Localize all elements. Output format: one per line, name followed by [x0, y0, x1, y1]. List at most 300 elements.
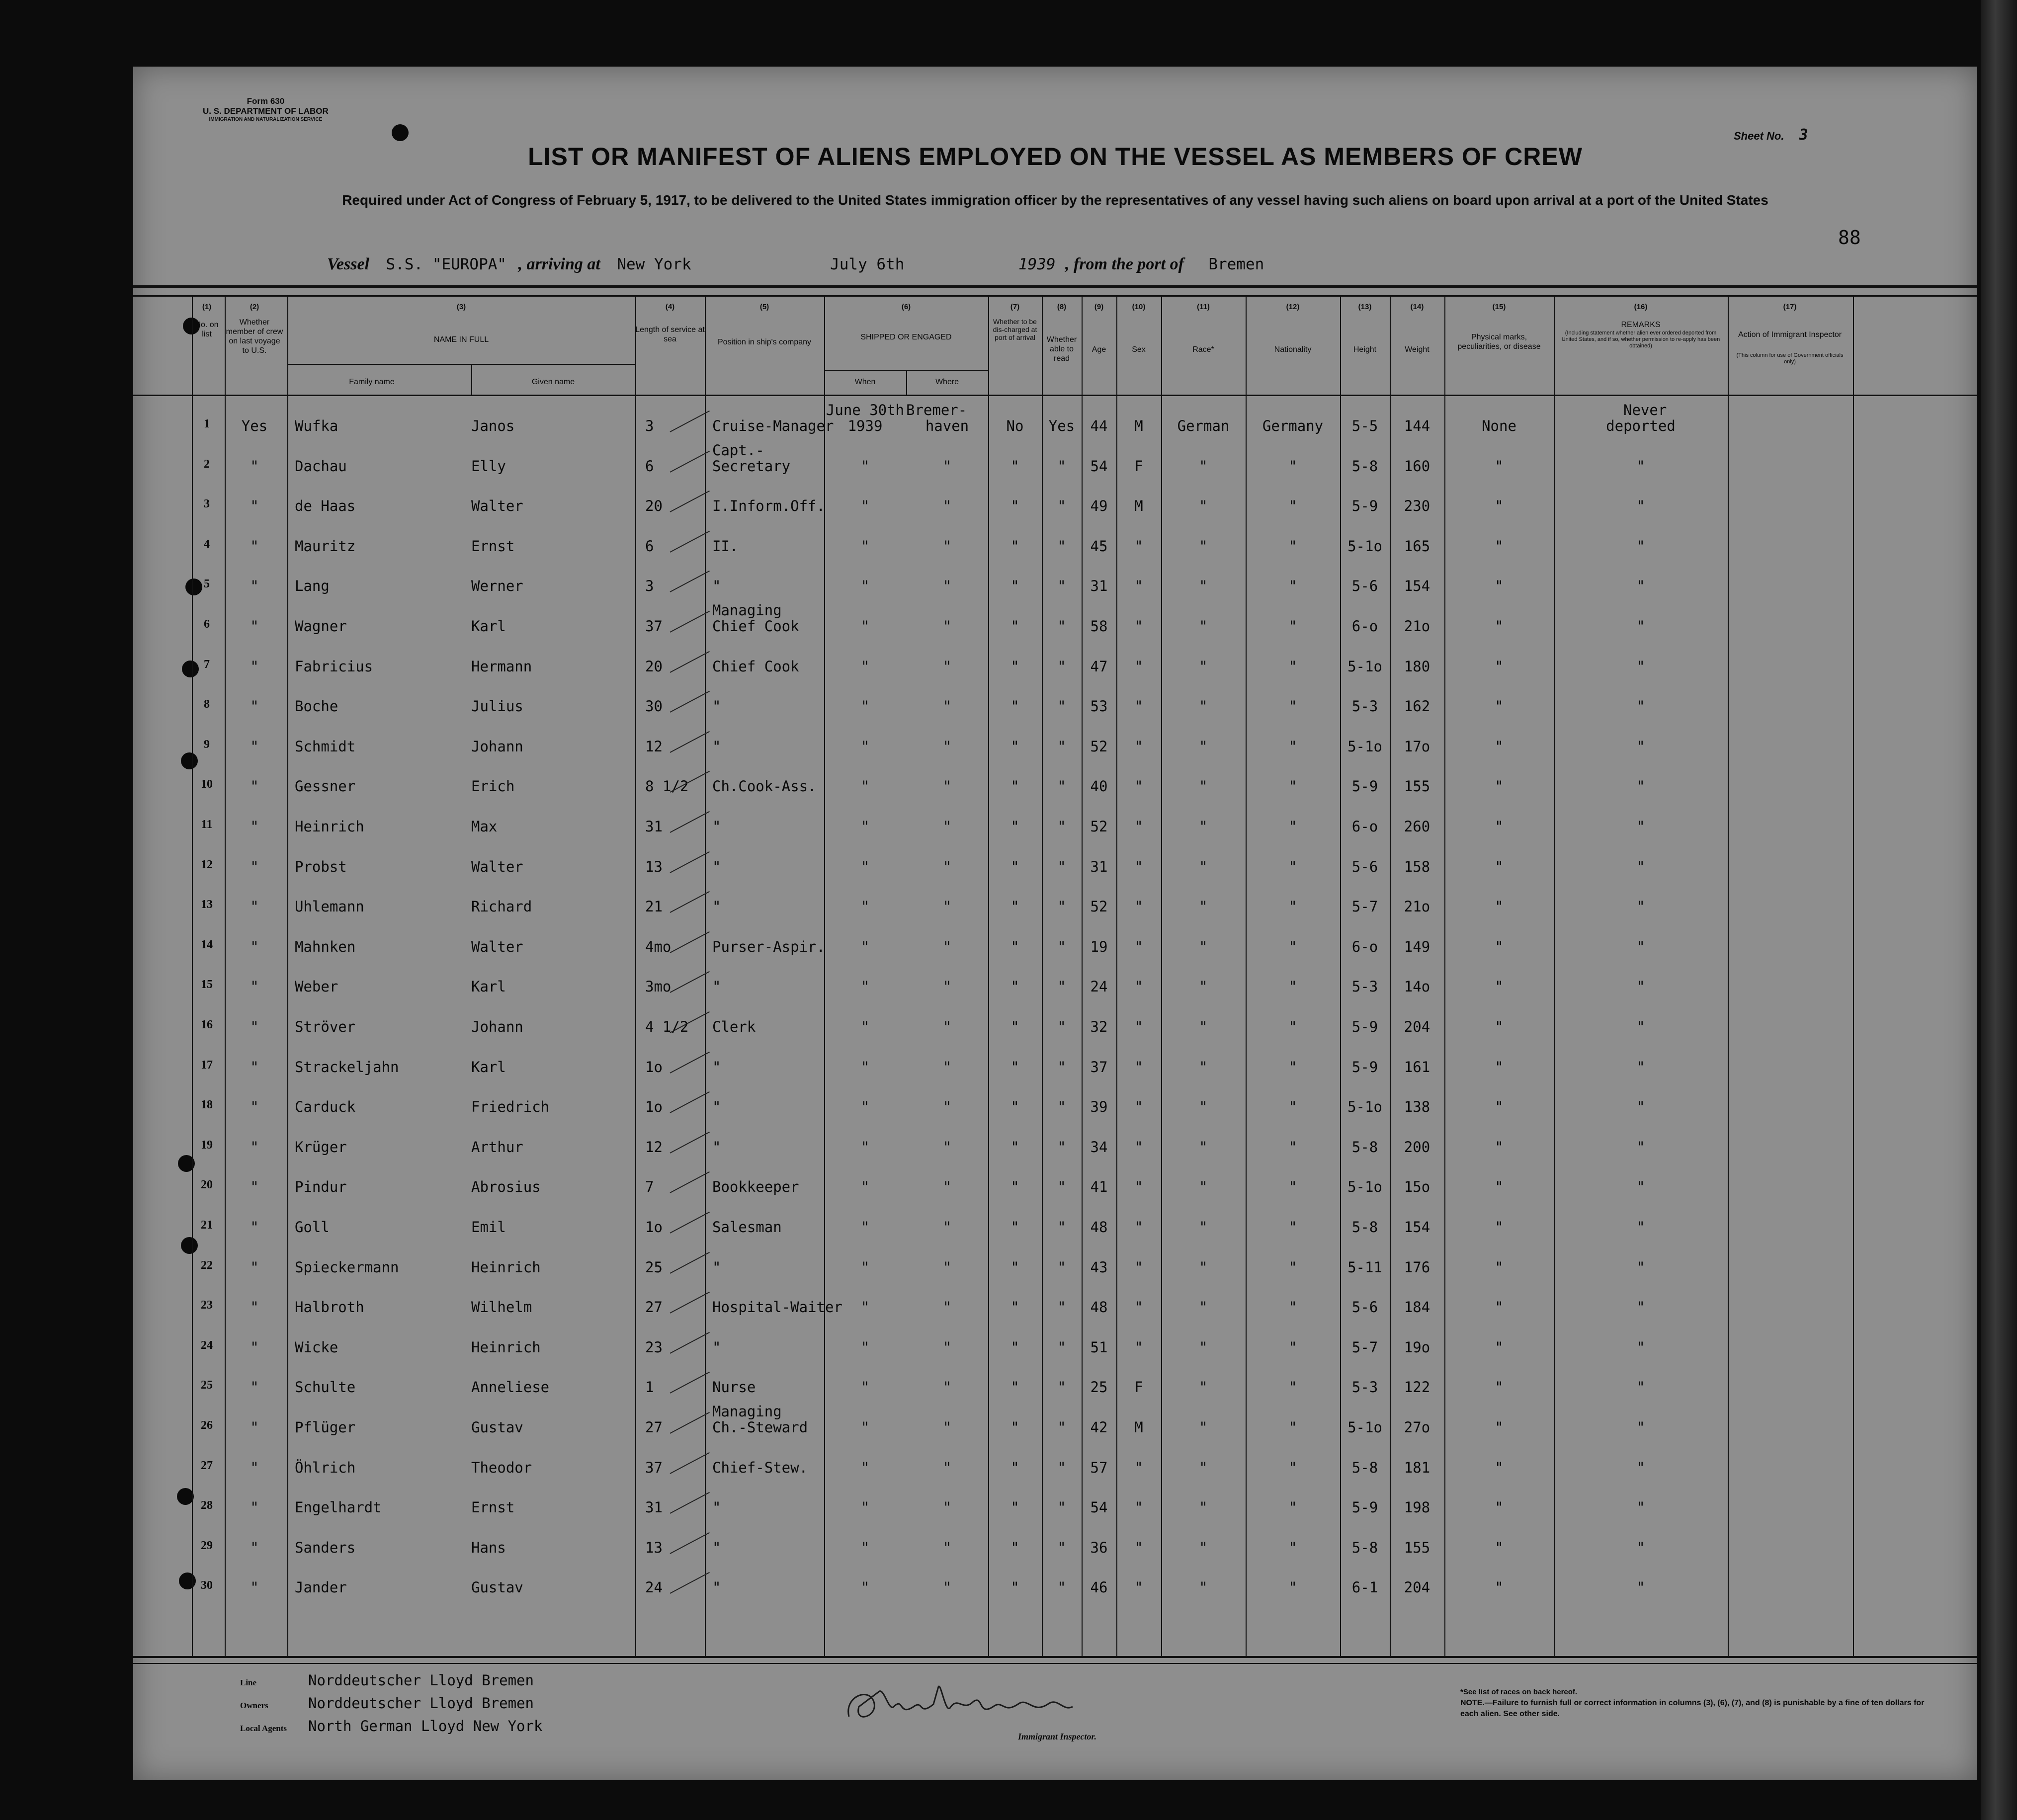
- service-length-cell: 23: [645, 1338, 663, 1356]
- able-to-read-cell: ": [1057, 457, 1066, 475]
- physical-marks-cell: ": [1495, 1419, 1504, 1436]
- discharge-cell: ": [1010, 938, 1019, 955]
- race-cell: ": [1199, 457, 1208, 475]
- shipped-where-cell: ": [942, 738, 952, 755]
- able-to-read-cell: ": [1057, 1579, 1066, 1596]
- remarks-cell: ": [1636, 497, 1645, 515]
- previous-voyage-cell: ": [250, 1539, 259, 1556]
- given-name-cell: Theodor: [471, 1459, 532, 1476]
- remarks-cell: ": [1636, 1539, 1645, 1556]
- row-number: 21: [201, 1219, 213, 1232]
- able-to-read-cell: ": [1057, 1539, 1066, 1556]
- previous-voyage-cell: ": [250, 1338, 259, 1356]
- row-number: 14: [201, 938, 213, 951]
- weight-cell: 15o: [1404, 1178, 1430, 1196]
- able-to-read-cell: ": [1057, 1338, 1066, 1356]
- able-to-read-cell: ": [1057, 738, 1066, 755]
- weight-cell: 144: [1404, 417, 1430, 434]
- height-cell: 5-9: [1351, 778, 1378, 795]
- position-cell: Clerk: [712, 1018, 756, 1035]
- shipped-when-cell: ": [860, 578, 870, 595]
- column-header-service: Length of service at sea: [635, 326, 705, 343]
- sex-cell: ": [1134, 698, 1143, 715]
- discharge-cell: ": [1010, 1138, 1019, 1156]
- table-row: [133, 1170, 1977, 1209]
- nationality-cell: ": [1288, 658, 1297, 675]
- age-cell: 25: [1090, 1379, 1108, 1396]
- physical-marks-cell: ": [1495, 1539, 1504, 1556]
- shipped-where-cell: ": [942, 1459, 952, 1476]
- table-row: [133, 1571, 1977, 1610]
- family-name-cell: Mahnken: [295, 938, 356, 955]
- remarks-cell: ": [1636, 1018, 1645, 1035]
- shipped-where-cell: haven: [925, 417, 969, 434]
- height-cell: 5-7: [1351, 1338, 1378, 1356]
- weight-cell: 27o: [1404, 1419, 1430, 1436]
- discharge-cell: ": [1010, 578, 1019, 595]
- physical-marks-cell: None: [1482, 417, 1516, 434]
- position-upper-cell: Managing: [712, 602, 782, 619]
- able-to-read-cell: ": [1057, 1419, 1066, 1436]
- shipped-where-cell: ": [942, 1018, 952, 1035]
- row-number: 10: [201, 778, 213, 791]
- height-cell: 6-o: [1351, 938, 1378, 955]
- height-cell: 5-11: [1347, 1258, 1382, 1276]
- arrival-port: New York: [617, 255, 691, 273]
- row-number: 20: [201, 1178, 213, 1192]
- shipped-when-cell: ": [860, 738, 870, 755]
- height-cell: 5-7: [1351, 898, 1378, 915]
- family-name-cell: Lang: [295, 578, 330, 595]
- remarks-cell: ": [1636, 1419, 1645, 1436]
- weight-cell: 154: [1404, 578, 1430, 595]
- remarks-upper-cell: Never: [1623, 402, 1667, 418]
- position-cell: Bookkeeper: [712, 1178, 799, 1196]
- able-to-read-cell: ": [1057, 978, 1066, 995]
- remarks-cell: ": [1636, 618, 1645, 635]
- position-cell: ": [712, 1098, 721, 1116]
- service-length-cell: 13: [645, 1539, 663, 1556]
- nationality-cell: ": [1288, 778, 1297, 795]
- shipped-when-cell: ": [860, 858, 870, 875]
- shipped-when-cell: ": [860, 1258, 870, 1276]
- column-header-previous-voyage: Whether member of crew on last voyage to U.S.: [226, 318, 283, 355]
- family-name-cell: Wufka: [295, 417, 338, 434]
- age-cell: 31: [1090, 578, 1108, 595]
- service-length-cell: 30: [645, 698, 663, 715]
- physical-marks-cell: ": [1495, 1579, 1504, 1596]
- age-cell: 32: [1090, 1018, 1108, 1035]
- column-number: (8): [1057, 303, 1067, 311]
- discharge-cell: ": [1010, 1419, 1019, 1436]
- family-name-cell: Ströver: [295, 1018, 356, 1035]
- column-number: (6): [901, 303, 911, 311]
- nationality-cell: ": [1288, 738, 1297, 755]
- previous-voyage-cell: ": [250, 578, 259, 595]
- shipped-where-cell: ": [942, 1098, 952, 1116]
- race-cell: ": [1199, 818, 1208, 835]
- physical-marks-cell: ": [1495, 1178, 1504, 1196]
- column-header-shipped: SHIPPED OR ENGAGED: [860, 333, 952, 341]
- column-number: (9): [1094, 303, 1104, 311]
- family-name-cell: Weber: [295, 978, 338, 995]
- position-cell: I.Inform.Off.: [712, 497, 825, 515]
- physical-marks-cell: ": [1495, 1138, 1504, 1156]
- table-row: [133, 890, 1977, 929]
- position-cell: ": [712, 1539, 721, 1556]
- given-name-cell: Erich: [471, 778, 515, 795]
- able-to-read-cell: ": [1057, 858, 1066, 875]
- discharge-cell: ": [1010, 1579, 1019, 1596]
- family-name-cell: Engelhardt: [295, 1499, 382, 1516]
- family-name-cell: Carduck: [295, 1098, 356, 1116]
- age-cell: 19: [1090, 938, 1108, 955]
- able-to-read-cell: ": [1057, 1459, 1066, 1476]
- remarks-cell: ": [1636, 978, 1645, 995]
- height-cell: 5-6: [1351, 578, 1378, 595]
- discharge-cell: No: [1006, 417, 1024, 434]
- column-number: (11): [1197, 303, 1210, 311]
- race-cell: ": [1199, 1018, 1208, 1035]
- department-name: U. S. DEPARTMENT OF LABOR: [203, 106, 329, 116]
- height-cell: 5-1o: [1347, 1178, 1382, 1196]
- family-name-cell: Schmidt: [295, 738, 356, 755]
- table-row: [133, 690, 1977, 729]
- service-length-cell: 3mo: [645, 978, 672, 995]
- able-to-read-cell: ": [1057, 578, 1066, 595]
- table-row: [133, 1451, 1977, 1490]
- sex-cell: ": [1134, 778, 1143, 795]
- previous-voyage-cell: ": [250, 978, 259, 995]
- shipped-where-cell: ": [942, 978, 952, 995]
- shipped-where-cell: ": [942, 1258, 952, 1276]
- family-name-cell: Wagner: [295, 618, 347, 635]
- shipped-when-cell: June 30th: [826, 402, 905, 418]
- remarks-cell: ": [1636, 738, 1645, 755]
- position-cell: ": [712, 858, 721, 875]
- previous-voyage-cell: ": [250, 938, 259, 955]
- nationality-cell: ": [1288, 1299, 1297, 1316]
- form-identifier: [203, 96, 329, 123]
- previous-voyage-cell: ": [250, 457, 259, 475]
- column-header-inspector-action: Action of Immigrant Inspector: [1738, 331, 1842, 339]
- shipped-where-cell: ": [942, 497, 952, 515]
- race-cell: ": [1199, 778, 1208, 795]
- sex-cell: ": [1134, 537, 1143, 555]
- remarks-cell: ": [1636, 1338, 1645, 1356]
- column-header-remarks-note: (Including statement whether alien ever ordered deported from United States, and if so, whether permission to re-apply has been obtained): [1561, 330, 1720, 349]
- column-header-discharge: Whether to be dis-charged at port of arrival: [993, 318, 1037, 341]
- family-name-cell: Wicke: [295, 1338, 338, 1356]
- shipped-when-year-cell: 1939: [847, 417, 883, 434]
- given-name-cell: Richard: [471, 898, 532, 915]
- position-upper-cell: Managing: [712, 1403, 782, 1420]
- family-name-cell: Sanders: [295, 1539, 356, 1556]
- column-header-sex: Sex: [1132, 345, 1146, 354]
- owners-label: Owners: [240, 1701, 268, 1710]
- row-number: 12: [201, 858, 213, 871]
- shipped-when-cell: ": [860, 978, 870, 995]
- sex-cell: ": [1134, 1539, 1143, 1556]
- penalty-note: NOTE.—Failure to furnish full or correct information in columns (3), (6), (7), and (8) is punishable by a fine of ten dollars for each alien. See other side.: [1460, 1699, 1925, 1718]
- height-cell: 5-1o: [1347, 1098, 1382, 1116]
- height-cell: 6-1: [1351, 1579, 1378, 1596]
- given-name-cell: Janos: [471, 417, 515, 434]
- race-cell: ": [1199, 698, 1208, 715]
- remarks-cell: ": [1636, 1499, 1645, 1516]
- manifest-sheet: [133, 67, 1977, 1780]
- punch-hole: [392, 124, 409, 141]
- physical-marks-cell: ": [1495, 1018, 1504, 1035]
- row-number: 1: [204, 417, 210, 430]
- discharge-cell: ": [1010, 1219, 1019, 1236]
- race-cell: ": [1199, 1459, 1208, 1476]
- given-name-cell: Elly: [471, 457, 506, 475]
- race-cell: ": [1199, 738, 1208, 755]
- age-cell: 45: [1090, 537, 1108, 555]
- nationality-cell: ": [1288, 978, 1297, 995]
- height-cell: 5-1o: [1347, 658, 1382, 675]
- age-cell: 48: [1090, 1219, 1108, 1236]
- shipped-where-cell: ": [942, 818, 952, 835]
- age-cell: 52: [1090, 738, 1108, 755]
- physical-marks-cell: ": [1495, 658, 1504, 675]
- service-length-cell: 31: [645, 818, 663, 835]
- column-header-inspector-note: (This column for use of Government officials only): [1736, 352, 1844, 365]
- sex-cell: ": [1134, 1138, 1143, 1156]
- shipped-when-cell: ": [860, 1098, 870, 1116]
- shipped-when-cell: ": [860, 457, 870, 475]
- inspector-label: Immigrant Inspector.: [1018, 1732, 1097, 1741]
- physical-marks-cell: ": [1495, 1219, 1504, 1236]
- shipped-when-cell: ": [860, 1018, 870, 1035]
- table-row: [133, 1291, 1977, 1329]
- physical-marks-cell: ": [1495, 1058, 1504, 1075]
- row-number: 18: [201, 1098, 213, 1112]
- table-row: [133, 1211, 1977, 1249]
- remarks-cell: ": [1636, 698, 1645, 715]
- nationality-cell: ": [1288, 537, 1297, 555]
- table-row: [133, 770, 1977, 809]
- table-row: [133, 1491, 1977, 1530]
- family-name-cell: Mauritz: [295, 537, 356, 555]
- remarks-cell: ": [1636, 1058, 1645, 1075]
- weight-cell: 158: [1404, 858, 1430, 875]
- discharge-cell: ": [1010, 537, 1019, 555]
- weight-cell: 17o: [1404, 738, 1430, 755]
- table-row: [133, 570, 1977, 608]
- remarks-cell: ": [1636, 1219, 1645, 1236]
- vessel-name: S.S. "EUROPA": [386, 255, 507, 273]
- weight-cell: 160: [1404, 457, 1430, 475]
- weight-cell: 154: [1404, 1219, 1430, 1236]
- shipped-where-cell: ": [942, 1138, 952, 1156]
- previous-voyage-cell: ": [250, 618, 259, 635]
- column-number: (5): [759, 303, 769, 311]
- previous-voyage-cell: ": [250, 1098, 259, 1116]
- service-length-cell: 27: [645, 1419, 663, 1436]
- family-name-cell: Öhlrich: [295, 1459, 356, 1476]
- document-subtitle: Required under Act of Congress of February 5, 1917, to be delivered to the United States immigration officer by the representatives of any vessel having such aliens on board upon arrival at a port of the United States: [342, 192, 1768, 208]
- service-length-cell: 3: [645, 578, 654, 595]
- column-header-age: Age: [1092, 345, 1106, 354]
- discharge-cell: ": [1010, 1539, 1019, 1556]
- shipped-when-cell: ": [860, 658, 870, 675]
- position-cell: ": [712, 818, 721, 835]
- family-name-cell: Fabricius: [295, 658, 373, 675]
- age-cell: 36: [1090, 1539, 1108, 1556]
- nationality-cell: ": [1288, 698, 1297, 715]
- remarks-cell: ": [1636, 1178, 1645, 1196]
- weight-cell: 138: [1404, 1098, 1430, 1116]
- family-name-cell: Strackeljahn: [295, 1058, 399, 1075]
- given-name-cell: Johann: [471, 1018, 523, 1035]
- discharge-cell: ": [1010, 978, 1019, 995]
- discharge-cell: ": [1010, 618, 1019, 635]
- column-header-position: Position in ship's company: [717, 338, 812, 346]
- age-cell: 48: [1090, 1299, 1108, 1316]
- sex-cell: ": [1134, 1499, 1143, 1516]
- weight-cell: 155: [1404, 1539, 1430, 1556]
- remarks-cell: ": [1636, 778, 1645, 795]
- race-cell: ": [1199, 658, 1208, 675]
- discharge-cell: ": [1010, 818, 1019, 835]
- height-cell: 6-o: [1351, 818, 1378, 835]
- family-name-cell: Pflüger: [295, 1419, 356, 1436]
- line-label: Line: [240, 1678, 257, 1687]
- age-cell: 57: [1090, 1459, 1108, 1476]
- race-cell: ": [1199, 1178, 1208, 1196]
- weight-cell: 176: [1404, 1258, 1430, 1276]
- departure-port: Bremen: [1208, 255, 1264, 273]
- given-name-cell: Werner: [471, 578, 523, 595]
- previous-voyage-cell: ": [250, 1579, 259, 1596]
- nationality-cell: ": [1288, 1459, 1297, 1476]
- given-name-cell: Walter: [471, 497, 523, 515]
- service-length-cell: 13: [645, 858, 663, 875]
- family-name-cell: Uhlemann: [295, 898, 364, 915]
- service-length-cell: 1: [645, 1379, 654, 1396]
- nationality-cell: ": [1288, 457, 1297, 475]
- nationality-cell: ": [1288, 1018, 1297, 1035]
- given-name-cell: Hans: [471, 1539, 506, 1556]
- shipped-where-cell: ": [942, 618, 952, 635]
- shipped-where-cell: ": [942, 1058, 952, 1075]
- remarks-cell: deported: [1606, 417, 1676, 434]
- able-to-read-cell: ": [1057, 1058, 1066, 1075]
- service-length-cell: 12: [645, 1138, 663, 1156]
- nationality-cell: ": [1288, 1098, 1297, 1116]
- height-cell: 5-5: [1351, 417, 1378, 434]
- table-row: [133, 970, 1977, 1009]
- row-number: 30: [201, 1579, 213, 1592]
- row-number: 17: [201, 1058, 213, 1072]
- given-name-cell: Johann: [471, 738, 523, 755]
- height-cell: 5-3: [1351, 1379, 1378, 1396]
- shipped-when-cell: ": [860, 1178, 870, 1196]
- agents-value: North German Lloyd New York: [308, 1718, 543, 1735]
- column-number: (15): [1492, 303, 1506, 311]
- position-cell: Chief Cook: [712, 618, 799, 635]
- height-cell: 5-9: [1351, 497, 1378, 515]
- age-cell: 31: [1090, 858, 1108, 875]
- previous-voyage-cell: Yes: [241, 417, 268, 434]
- able-to-read-cell: ": [1057, 618, 1066, 635]
- column-header-race: Race*: [1192, 345, 1214, 354]
- position-cell: ": [712, 1499, 721, 1516]
- sex-cell: ": [1134, 1098, 1143, 1116]
- service-length-cell: 12: [645, 738, 663, 755]
- shipped-where-cell: ": [942, 658, 952, 675]
- table-row: [133, 402, 1977, 448]
- height-cell: 5-3: [1351, 978, 1378, 995]
- column-header-where: Where: [935, 378, 959, 386]
- remarks-cell: ": [1636, 898, 1645, 915]
- shipped-where-cell: ": [942, 1219, 952, 1236]
- sex-cell: ": [1134, 658, 1143, 675]
- able-to-read-cell: ": [1057, 938, 1066, 955]
- able-to-read-cell: ": [1057, 898, 1066, 915]
- row-number: 16: [201, 1018, 213, 1031]
- previous-voyage-cell: ": [250, 1178, 259, 1196]
- physical-marks-cell: ": [1495, 578, 1504, 595]
- able-to-read-cell: ": [1057, 1379, 1066, 1396]
- service-length-cell: 25: [645, 1258, 663, 1276]
- race-cell: ": [1199, 1138, 1208, 1156]
- given-name-cell: Max: [471, 818, 498, 835]
- race-cell: German: [1177, 417, 1230, 434]
- age-cell: 39: [1090, 1098, 1108, 1116]
- race-cell: ": [1199, 497, 1208, 515]
- previous-voyage-cell: ": [250, 1379, 259, 1396]
- position-cell: ": [712, 578, 721, 595]
- physical-marks-cell: ": [1495, 738, 1504, 755]
- table-row: [133, 1331, 1977, 1370]
- shipped-where-cell: ": [942, 1338, 952, 1356]
- race-cell: ": [1199, 898, 1208, 915]
- able-to-read-cell: ": [1057, 698, 1066, 715]
- arriving-label: , arriving at: [518, 255, 600, 273]
- discharge-cell: ": [1010, 898, 1019, 915]
- discharge-cell: ": [1010, 497, 1019, 515]
- position-cell: Secretary: [712, 457, 791, 475]
- previous-voyage-cell: ": [250, 1258, 259, 1276]
- column-number: (7): [1010, 303, 1020, 311]
- physical-marks-cell: ": [1495, 1379, 1504, 1396]
- position-cell: ": [712, 738, 721, 755]
- row-number: 9: [204, 738, 210, 751]
- physical-marks-cell: ": [1495, 978, 1504, 995]
- race-cell: ": [1199, 1338, 1208, 1356]
- weight-cell: 181: [1404, 1459, 1430, 1476]
- shipped-when-cell: ": [860, 898, 870, 915]
- column-header-weight: Weight: [1405, 345, 1429, 354]
- remarks-cell: ": [1636, 1579, 1645, 1596]
- sex-cell: ": [1134, 578, 1143, 595]
- race-cell: ": [1199, 978, 1208, 995]
- position-cell: Hospital-Waiter: [712, 1299, 842, 1316]
- height-cell: 5-8: [1351, 1539, 1378, 1556]
- sheet-number: [1734, 126, 1808, 144]
- service-length-cell: 37: [645, 618, 663, 635]
- age-cell: 40: [1090, 778, 1108, 795]
- age-cell: 52: [1090, 818, 1108, 835]
- physical-marks-cell: ": [1495, 1499, 1504, 1516]
- shipped-where-cell: ": [942, 898, 952, 915]
- family-name-cell: de Haas: [295, 497, 356, 515]
- previous-voyage-cell: ": [250, 1419, 259, 1436]
- service-length-cell: 31: [645, 1499, 663, 1516]
